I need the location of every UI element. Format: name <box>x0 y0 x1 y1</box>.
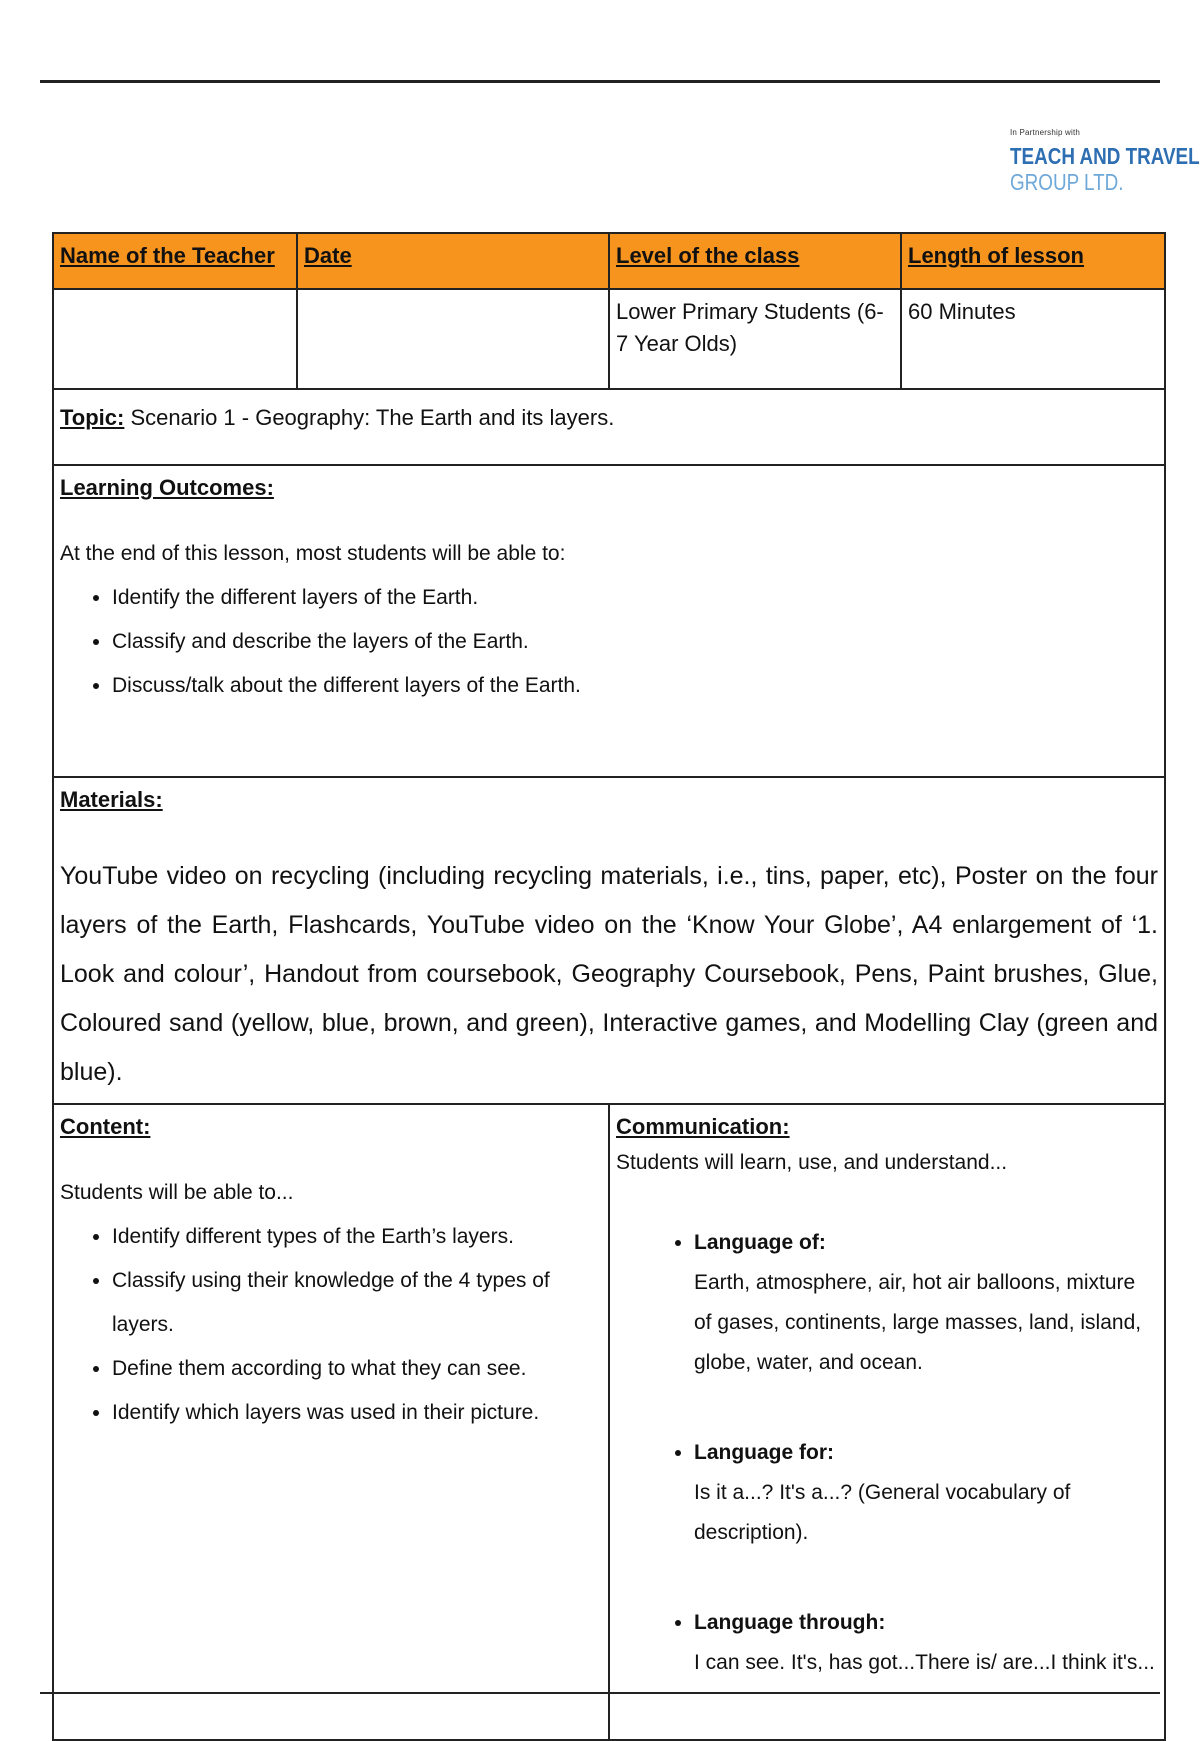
materials-cell <box>53 777 1165 1104</box>
language-for-text: Is it a...? It's a...? (General vocabulary of description). <box>694 1481 1071 1544</box>
topic-label: Topic: <box>60 405 125 430</box>
communication-intro: Students will learn, use, and understand... <box>616 1151 1008 1174</box>
list-item: • Classify and describe the layers of the Earth. <box>112 620 1158 664</box>
topic-row <box>53 389 1165 465</box>
language-for-title: • Language for: <box>694 1441 834 1464</box>
content-cell <box>53 1104 609 1740</box>
content-intro: Students will be able to... <box>60 1181 294 1204</box>
date-value <box>297 289 609 389</box>
topic-value: Scenario 1 - Geography: The Earth and its layers. <box>130 405 615 430</box>
language-through-title: • Language through: <box>694 1611 886 1634</box>
list-item: • Define them according to what they can see. <box>112 1347 602 1391</box>
language-of-item <box>694 1223 1158 1383</box>
language-of-text: Earth, atmosphere, air, hot air balloons, mixture of gases, continents, large masses, land, island, globe, water, and ocean. <box>694 1271 1142 1374</box>
details-row <box>53 289 1165 389</box>
topic-cell <box>53 389 1165 465</box>
communication-cell <box>609 1104 1165 1740</box>
materials-row <box>53 777 1165 1104</box>
teacher-header: Name of the Teacher <box>53 233 297 289</box>
lesson-plan-table <box>52 232 1166 1741</box>
header-row <box>53 233 1165 289</box>
list-item: • Identify which layers was used in their picture. <box>112 1391 602 1435</box>
outcomes-label: Learning Outcomes: <box>60 475 274 500</box>
materials-text: YouTube video on recycling (including recycling materials, i.e., tins, paper, etc), Poster on the four layers of the Earth, Flashcards, YouTube video on the ‘Know Your Globe’, A4 enlargement of ‘1. Look and colour’, Handout from coursebook, Geography Coursebook, Pens, Paint brushes, Glue, Coloured sand (yellow, blue, brown, and green), Interactive games, and Modelling Clay (green and blue). <box>60 862 1158 1086</box>
language-through-item <box>694 1603 1158 1683</box>
outcomes-row <box>53 465 1165 777</box>
bottom-rule <box>40 1692 1160 1694</box>
content-communication-row <box>53 1104 1165 1740</box>
language-through-text: I can see. It's, has got...There is/ are...I think it's... <box>694 1651 1155 1674</box>
materials-label: Materials: <box>60 787 163 812</box>
content-list <box>60 1215 602 1435</box>
level-header: Level of the class <box>609 233 901 289</box>
outcomes-intro: At the end of this lesson, most students will be able to: <box>60 542 566 565</box>
list-item: • Identify the different layers of the Earth. <box>112 576 1158 620</box>
logo-line-1: TEACH AND TRAVEL <box>1010 143 1200 169</box>
length-header: Length of lesson <box>901 233 1165 289</box>
content-label: Content: <box>60 1114 151 1139</box>
language-for-item <box>694 1433 1158 1553</box>
teacher-value <box>53 289 297 389</box>
outcomes-cell <box>53 465 1165 777</box>
logo-partner-text: In Partnership with <box>1010 128 1081 137</box>
outcomes-list <box>60 576 1158 708</box>
language-list <box>616 1223 1158 1683</box>
partner-logo <box>1010 128 1200 195</box>
level-value: Lower Primary Students (6-7 Year Olds) <box>609 289 901 389</box>
list-item: • Identify different types of the Earth’s layers. <box>112 1215 602 1259</box>
list-item: • Discuss/talk about the different layers of the Earth. <box>112 664 1158 708</box>
communication-label: Communication: <box>616 1114 790 1139</box>
list-item: • Classify using their knowledge of the 4 types of layers. <box>112 1259 602 1347</box>
logo-line-2: GROUP LTD. <box>1010 169 1124 195</box>
length-value: 60 Minutes <box>901 289 1165 389</box>
date-header: Date <box>297 233 609 289</box>
top-rule <box>40 80 1160 83</box>
language-of-title: • Language of: <box>694 1231 826 1254</box>
